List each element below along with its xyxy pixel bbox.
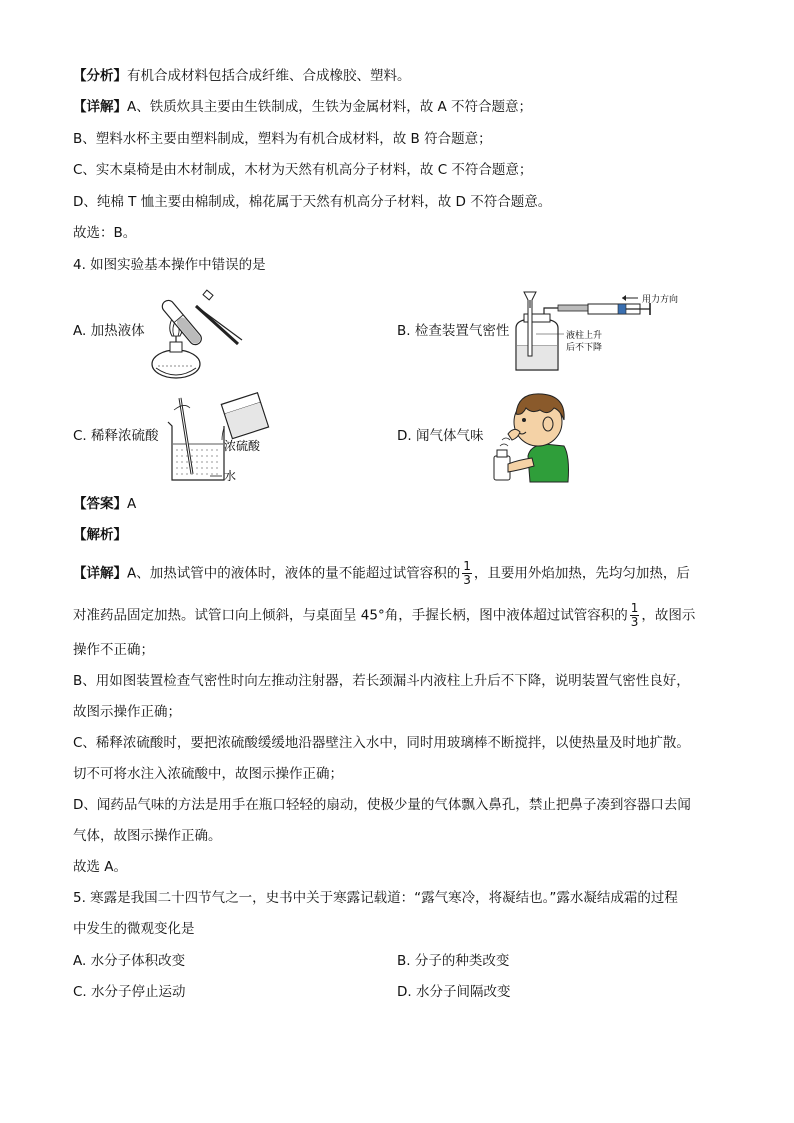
detail-tag: 【详解】 <box>73 99 127 115</box>
q4-detail-b1: B、用如图装置检查气密性时向左推动注射器，若长颈漏斗内液柱上升后不下降，说明装置气密性良好， <box>73 673 690 689</box>
figure-airtightness-check <box>510 288 680 374</box>
q4-detail-d1: D、闻药品气味的方法是用手在瓶口轻轻的扇动，使极少量的气体飘入鼻孔，禁止把鼻子凑到容器口去闻 <box>73 797 691 813</box>
answer-line <box>73 494 136 514</box>
q4-detail-a1-post: ，且要用外焰加热，先均匀加热，后 <box>473 565 690 582</box>
detail-line-b: B、塑料水杯主要由塑料制成，塑料为有机合成材料，故 B 符合题意； <box>73 131 492 147</box>
q5-option-d: D. 水分子间隔改变 <box>397 984 511 1000</box>
q4-detail-a1 <box>73 560 690 587</box>
q4-detail-b2: 故图示操作正确； <box>73 704 181 720</box>
fraction-one-third-2 <box>630 602 640 629</box>
q4-option-a: A. 加热液体 <box>73 323 145 339</box>
q4-option-c: C. 稀释浓硫酸 <box>73 428 159 444</box>
label-water: 水 <box>224 469 237 483</box>
detail-line-d: D、纯棉 T 恤主要由棉制成，棉花属于天然有机高分子材料，故 D 不符合题意。 <box>73 194 552 210</box>
analysis-tag: 【分析】 <box>73 68 127 84</box>
q4-detail-a2 <box>73 602 695 629</box>
q4-detail-c1: C、稀释浓硫酸时，要把浓硫酸缓缓地沿器壁注入水中，同时用玻璃棒不断搅拌，以使热量及时地扩散。 <box>73 735 690 751</box>
q4-option-d: D. 闻气体气味 <box>397 428 484 444</box>
q4-detail-a2-post: ，故图示 <box>641 607 696 624</box>
fraction-one-third <box>462 560 472 587</box>
figure-dilute-acid <box>162 388 286 486</box>
figure-smell-gas <box>488 386 572 486</box>
fraction-denominator: 3 <box>463 573 471 587</box>
q4-detail-tag: 【详解】 <box>73 565 127 582</box>
q5-option-c: C. 水分子停止运动 <box>73 984 186 1000</box>
detail-line-c: C、实木桌椅是由木材制成，木材为天然有机高分子材料，故 C 不符合题意； <box>73 162 533 178</box>
q4-detail-a3: 操作不正确； <box>73 642 154 658</box>
analysis-text: 有机合成材料包括合成纤维、合成橡胶、塑料。 <box>127 68 411 84</box>
detail-text-a: A、铁质炊具主要由生铁制成，生铁为金属材料，故 A 不符合题意； <box>127 99 533 115</box>
answer-value: A <box>127 496 137 512</box>
fraction-numerator-2: 1 <box>630 601 639 615</box>
q5-option-a: A. 水分子体积改变 <box>73 953 186 969</box>
label-concentrated-acid: 浓硫酸 <box>224 439 261 453</box>
fraction-denominator-2: 3 <box>630 615 639 629</box>
q5-stem-2: 中发生的微观变化是 <box>73 921 195 937</box>
analysis-line <box>73 66 411 86</box>
label-no-fall: 后不下降 <box>566 343 603 353</box>
explain-tag: 【解析】 <box>73 527 127 543</box>
q4-detail-a1-pre: A、加热试管中的液体时，液体的量不能超过试管容积的 <box>127 565 461 582</box>
label-force-direction: 用力方向 <box>642 295 679 305</box>
fraction-numerator: 1 <box>463 559 471 573</box>
q3-choice: 故选：B。 <box>73 225 137 241</box>
detail-line-a <box>73 97 532 117</box>
q4-detail-a2-pre: 对准药品固定加热。试管口向上倾斜，与桌面呈 45°角，手握长柄，图中液体超过试管容积的 <box>73 607 628 624</box>
q4-choice: 故选 A。 <box>73 859 128 875</box>
q4-stem: 4. 如图实验基本操作中错误的是 <box>73 257 266 273</box>
answer-tag: 【答案】 <box>73 496 127 512</box>
q4-option-b: B. 检查装置气密性 <box>397 323 510 339</box>
q4-detail-d2: 气体，故图示操作正确。 <box>73 828 222 844</box>
label-column-rise: 液柱上升 <box>566 331 603 341</box>
q4-detail-c2: 切不可将水注入浓硫酸中，故图示操作正确； <box>73 766 343 782</box>
q5-option-b: B. 分子的种类改变 <box>397 953 510 969</box>
figure-heating-liquid <box>146 282 246 384</box>
q5-stem-1: 5. 寒露是我国二十四节气之一，史书中关于寒露记载道：“露气寒冷，将凝结也。”露水凝结成霜的过程 <box>73 890 678 906</box>
